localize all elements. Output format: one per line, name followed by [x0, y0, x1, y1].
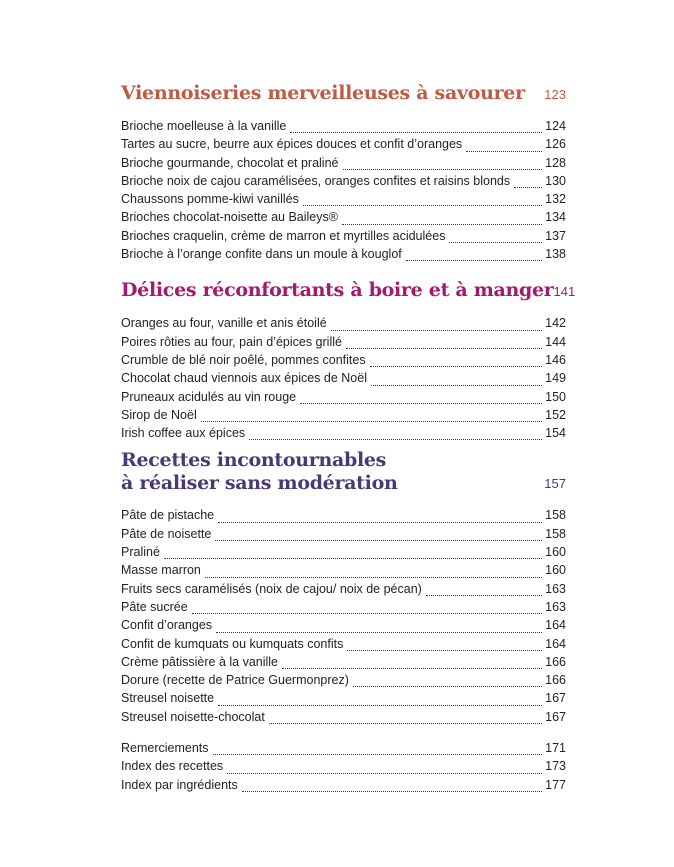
dot-leader	[347, 650, 542, 651]
section-heading	[121, 82, 566, 106]
toc-entry-page: 167	[545, 691, 566, 706]
toc-list	[121, 119, 566, 265]
toc-entry-title: Chocolat chaud viennois aux épices de Noël	[121, 371, 367, 386]
toc-entry	[121, 618, 566, 636]
toc-entry	[121, 759, 566, 777]
toc-entry	[121, 655, 566, 673]
toc-entry-title: Praliné	[121, 545, 160, 560]
toc-entry-page: 166	[545, 654, 566, 669]
toc-entry	[121, 508, 566, 526]
toc-section-annexes	[121, 741, 566, 796]
toc-list	[121, 741, 566, 796]
dot-leader	[269, 723, 542, 724]
section-title-line: Délices réconfortants à boire et à manger	[121, 279, 554, 302]
toc-entry	[121, 408, 566, 426]
section-title-line: à réaliser sans modération	[121, 472, 398, 495]
section-page-number: 157	[544, 476, 566, 492]
dot-leader	[346, 348, 542, 349]
toc-entry	[121, 741, 566, 759]
toc-entry	[121, 545, 566, 563]
toc-entry	[121, 710, 566, 728]
toc-entry-title: Masse marron	[121, 563, 201, 578]
toc-entry-page: 138	[545, 247, 566, 262]
toc-entry-title: Brioches craquelin, crème de marron et myrtilles acidulées	[121, 228, 446, 243]
dot-leader	[192, 613, 542, 614]
toc-entry-page: 167	[545, 709, 566, 724]
toc-entry	[121, 119, 566, 137]
section-title	[121, 279, 554, 302]
dot-leader	[342, 224, 542, 225]
toc-entry	[121, 673, 566, 691]
toc-entry-title: Pâte de pistache	[121, 508, 215, 523]
toc-entry-title: Brioche moelleuse à la vanille	[121, 119, 287, 133]
toc-entry-page: 142	[545, 316, 566, 331]
toc-entry	[121, 335, 566, 353]
section-page-number: 123	[544, 87, 566, 102]
toc-entry-title: Oranges au four, vanille et anis étoilé	[121, 316, 327, 331]
toc-entry-page: 163	[545, 599, 566, 614]
toc-list	[121, 508, 566, 728]
dot-leader	[371, 385, 542, 386]
dot-leader	[290, 132, 542, 133]
toc-list	[121, 316, 566, 444]
toc-entry-page: 128	[545, 155, 566, 170]
toc-section-recettes-incontournables	[121, 449, 566, 728]
toc-entry-page: 160	[545, 563, 566, 578]
toc-entry-page: 163	[545, 581, 566, 596]
dot-leader	[466, 151, 542, 152]
toc-entry	[121, 371, 566, 389]
toc-entry-title: Streusel noisette-chocolat	[121, 709, 265, 724]
toc-entry-title: Pâte sucrée	[121, 599, 188, 614]
toc-entry-title: Index par ingrédients	[121, 777, 238, 792]
toc-entry-page: 154	[545, 426, 566, 441]
toc-entry-page: 146	[545, 352, 566, 367]
dot-leader	[218, 522, 542, 523]
dot-leader	[331, 330, 542, 331]
dot-leader	[406, 260, 542, 261]
dot-leader	[300, 403, 542, 404]
dot-leader	[249, 439, 542, 440]
toc-entry	[121, 778, 566, 796]
toc-entry-page: 149	[545, 371, 566, 386]
dot-leader	[164, 558, 542, 559]
dot-leader	[353, 686, 542, 687]
toc-entry-title: Pâte de noisette	[121, 526, 212, 541]
toc-entry-title: Confit d’oranges	[121, 618, 213, 633]
toc-entry	[121, 156, 566, 174]
dot-leader	[514, 187, 542, 188]
toc-entry-title: Poires rôties au four, pain d’épices grillé	[121, 334, 342, 349]
dot-leader	[216, 632, 542, 633]
toc-entry-title: Sirop de Noël	[121, 407, 197, 422]
toc-entry	[121, 527, 566, 545]
toc-entry-title: Confit de kumquats ou kumquats confits	[121, 636, 344, 651]
toc-entry-title: Dorure (recette de Patrice Guermonprez)	[121, 673, 349, 688]
dot-leader	[343, 169, 543, 170]
toc-entry	[121, 174, 566, 192]
section-heading	[121, 449, 566, 495]
dot-leader	[370, 366, 543, 367]
toc-entry	[121, 316, 566, 334]
dot-leader	[303, 205, 542, 206]
toc-entry-page: 150	[545, 389, 566, 404]
toc-entry-title: Tartes au sucre, beurre aux épices douces et confit d’oranges	[121, 137, 463, 152]
toc-entry-page: 144	[545, 334, 566, 349]
toc-entry-page: 166	[545, 673, 566, 688]
toc-section-delices-reconfortants	[121, 279, 576, 444]
toc-entry-title: Brioches chocolat-noisette au Baileys®	[121, 210, 338, 225]
toc-entry-page: 171	[545, 741, 566, 756]
section-title	[121, 82, 525, 105]
dot-leader	[215, 540, 542, 541]
toc-entry-title: Fruits secs caramélisés (noix de cajou/ noix de pécan)	[121, 581, 422, 596]
toc-entry-title: Crème pâtissière à la vanille	[121, 654, 279, 669]
toc-entry	[121, 563, 566, 581]
toc-entry-title: Brioche noix de cajou caramélisées, oranges confites et raisins blonds	[121, 173, 511, 188]
dot-leader	[218, 705, 542, 706]
toc-entry-title: Brioche à l’orange confite dans un moule à kouglof	[121, 247, 402, 262]
toc-entry	[121, 691, 566, 709]
toc-entry	[121, 210, 566, 228]
toc-entry-page: 160	[545, 545, 566, 560]
toc-entry	[121, 426, 566, 444]
section-title-line: Recettes incontournables	[121, 449, 387, 472]
dot-leader	[426, 595, 542, 596]
toc-entry-page: 134	[545, 210, 566, 225]
toc-entry	[121, 137, 566, 155]
dot-leader	[213, 754, 543, 755]
toc-content	[121, 82, 576, 796]
toc-entry	[121, 582, 566, 600]
dot-leader	[201, 421, 542, 422]
toc-entry	[121, 192, 566, 210]
toc-entry-page: 130	[545, 173, 566, 188]
toc-entry	[121, 247, 566, 265]
toc-entry-title: Crumble de blé noir poêlé, pommes confites	[121, 352, 366, 367]
dot-leader	[242, 791, 542, 792]
toc-entry	[121, 353, 566, 371]
toc-entry-page: 137	[545, 228, 566, 243]
toc-entry-title: Irish coffee aux épices	[121, 426, 246, 441]
toc-entry-title: Chaussons pomme-kiwi vanillés	[121, 192, 299, 207]
section-title-line: Viennoiseries merveilleuses à savourer	[121, 82, 525, 104]
toc-entry-page: 158	[545, 526, 566, 541]
section-title	[121, 449, 397, 495]
dot-leader	[449, 242, 542, 243]
toc-entry-page: 124	[545, 119, 566, 133]
toc-entry-title: Brioche gourmande, chocolat et praliné	[121, 155, 339, 170]
toc-entry-title: Streusel noisette	[121, 691, 215, 706]
toc-entry	[121, 600, 566, 618]
toc-entry-page: 132	[545, 192, 566, 207]
toc-entry-page: 126	[545, 137, 566, 152]
toc-entry	[121, 229, 566, 247]
toc-entry-page: 152	[545, 407, 566, 422]
toc-entry-page: 158	[545, 508, 566, 523]
toc-entry-page: 177	[545, 777, 566, 792]
section-heading	[121, 279, 576, 303]
toc-entry-page: 173	[545, 759, 566, 774]
dot-leader	[282, 668, 542, 669]
toc-section-viennoiseries	[121, 82, 566, 265]
dot-leader	[205, 577, 542, 578]
toc-entry	[121, 637, 566, 655]
toc-entry-title: Pruneaux acidulés au vin rouge	[121, 389, 297, 404]
toc-entry-title: Index des recettes	[121, 759, 224, 774]
toc-entry-page: 164	[545, 636, 566, 651]
dot-leader	[227, 773, 542, 774]
toc-entry-title: Remerciements	[121, 741, 209, 756]
toc-entry-page: 164	[545, 618, 566, 633]
section-page-number: 141	[553, 284, 576, 300]
toc-entry	[121, 390, 566, 408]
